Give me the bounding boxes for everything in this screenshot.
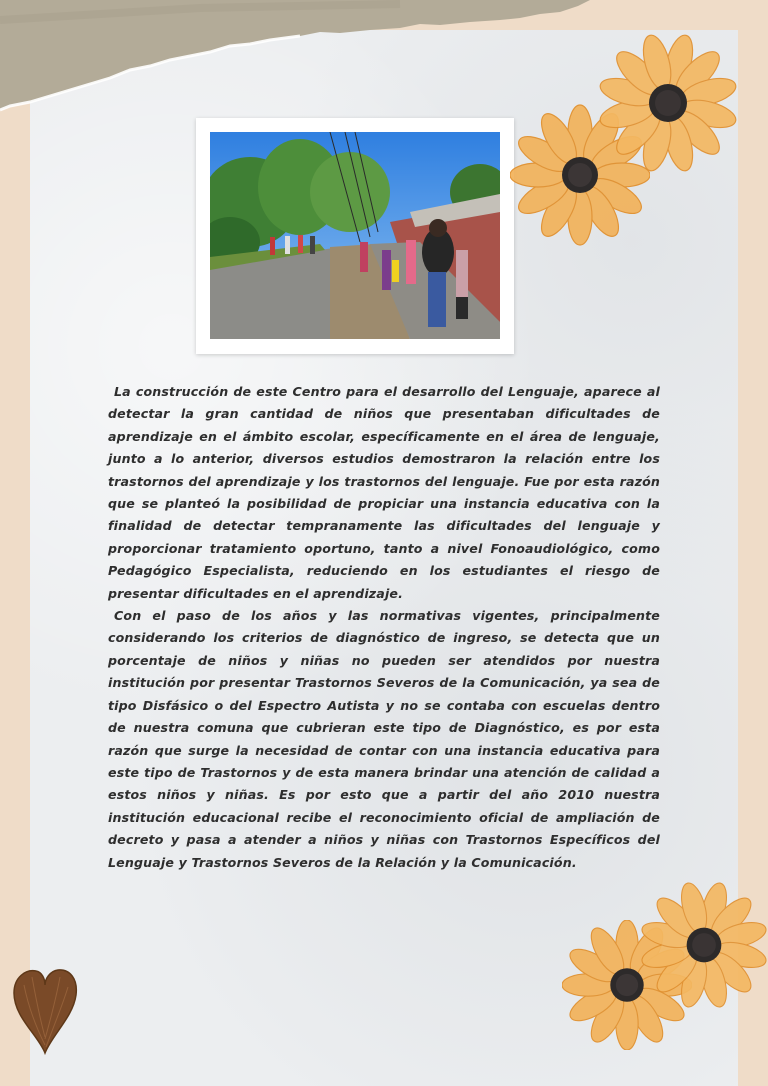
photo-frame	[196, 118, 514, 354]
sunflower-icon	[640, 880, 768, 1010]
heart-icon	[10, 965, 80, 1057]
photo-illustration	[210, 132, 500, 339]
sunflower-icon	[598, 28, 738, 178]
paragraph-2: Con el paso de los años y las normativas vigentes, principalmente considerando los criterios de diagnóstico de ingreso, se detecta que un porcentaje de niños y niñas no pueden ser atendidos por nuestra institución por presentar Trastornos Severos de la Comunicación, ya sea de tipo Disfásico o del Espectro Autista y no se contaba con escuelas dentro de nuestra comuna que cubrieran este tipo de Diagnóstico, es por esta razón que surge la necesidad de contar con una instancia educativa para este tipo de Trastornos y de esta manera brindar una atención de calidad a estos niños y niñas. Es por esto que a partir del año 2010 nuestra institución educacional recibe el reconocimiento oficial de ampliación de decreto y pasa a atender a niños y niñas con Trastornos Específicos del Lenguaje y Trastornos Severos de la Relación y la Comunicación.	[108, 608, 660, 870]
street-walk-photo	[210, 132, 500, 339]
paragraph-1: La construcción de este Centro para el desarrollo del Lenguaje, aparece al detectar la gran cantidad de niños que presentaban dificultades de aprendizaje en el ámbito escolar, específicamente en el área de lenguaje, junto a lo anterior, diversos estudios demostraron la relación entre los trastornos del aprendizaje y los trastornos del lenguaje. Fue por esta razón que se planteó la posibilidad de propiciar una instancia educativa con la finalidad de detectar tempranamente las dificultades del lenguaje y proporcionar tratamiento oportuno, tanto a nivel Fonoaudiológico, como Pedagógico Especialista, reduciendo en los estudiantes el riesgo de presentar dificultades en el aprendizaje.	[108, 384, 660, 601]
body-text	[108, 381, 660, 874]
